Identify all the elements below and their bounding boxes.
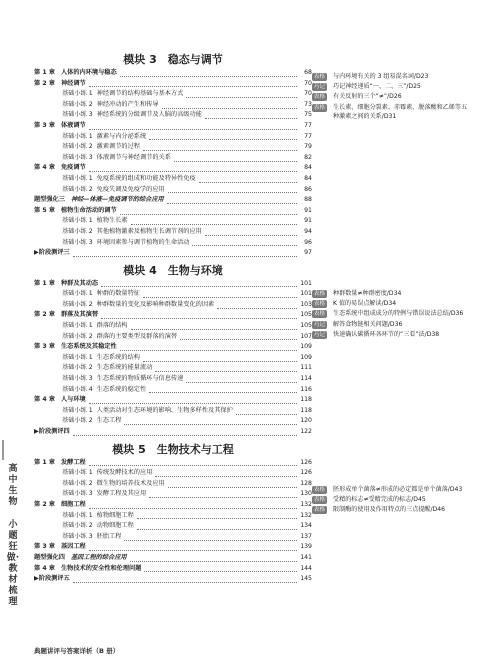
page-number: 111 <box>300 364 312 372</box>
toc-chapter-entry <box>34 427 312 438</box>
entry-title: 种群的数量特征 <box>96 290 140 298</box>
entry-title: 种群及其动态 <box>61 279 99 287</box>
dot-leader <box>73 576 297 583</box>
dot-leader <box>120 344 297 351</box>
toc-sub-entry <box>34 289 312 300</box>
entry-title: 发酵工程及其应用 <box>96 490 147 498</box>
dot-leader <box>124 418 297 425</box>
page-number: 68 <box>304 69 312 76</box>
entry-number: 第 5 章 <box>34 206 55 214</box>
dot-leader <box>101 312 297 319</box>
page-number: 103 <box>300 300 312 308</box>
entry-number: 基础小练 2 <box>62 417 93 425</box>
toc-sub-entry <box>34 300 312 311</box>
toc-sub-entry <box>34 132 312 143</box>
toc-chapter-entry <box>34 279 312 290</box>
entry-number: 第 4 章 <box>34 396 55 404</box>
page-number: 97 <box>304 249 312 257</box>
page-number: 130 <box>300 490 312 498</box>
toc-sub-entry <box>34 532 312 543</box>
tip-item <box>312 330 472 339</box>
toc-chapter-entry <box>34 248 312 259</box>
toc-chapter-entry <box>34 458 312 469</box>
entry-number: 基础小练 1 <box>62 469 93 477</box>
dot-leader <box>149 386 297 393</box>
toc-sub-entry <box>34 185 312 196</box>
tip-item <box>312 92 472 101</box>
tip-item <box>312 505 472 514</box>
entry-title: 人与环境 <box>61 396 86 404</box>
tip-text: K 值的易误点解读/D34 <box>333 300 397 308</box>
tip-badge: 巧记 <box>314 321 326 328</box>
dot-leader <box>89 544 297 551</box>
entry-title: 种群数量的变化及影响种群数量变化的因素 <box>96 300 215 308</box>
toc-sub-entry <box>34 153 312 164</box>
dot-leader <box>131 323 297 330</box>
dot-leader <box>137 512 297 519</box>
side-divider <box>2 440 4 460</box>
toc-chapter-entry <box>34 163 312 174</box>
entry-number: 基础小练 1 <box>62 174 93 182</box>
dot-leader <box>89 165 297 172</box>
page-number: 91 <box>304 217 312 225</box>
entry-number: 基础小练 2 <box>62 479 93 487</box>
tip-text: 解答食物链相关问题/D36 <box>333 320 403 328</box>
toc-sub-entry <box>34 511 312 522</box>
page-number: 118 <box>300 396 312 404</box>
module-section <box>34 263 312 438</box>
entry-title: 植物生长素 <box>96 217 128 225</box>
entry-title: 基因工程 <box>61 543 86 551</box>
page-number: 101 <box>300 290 312 298</box>
toc-chapter-entry <box>34 395 312 406</box>
toc-chapter-entry <box>34 500 312 511</box>
page-number: 116 <box>300 385 312 393</box>
page-number: 144 <box>300 564 312 572</box>
dot-leader <box>186 91 297 98</box>
entry-number: 第 2 章 <box>34 500 55 508</box>
toc-sub-entry <box>34 332 312 343</box>
page-number: 107 <box>300 332 312 340</box>
dot-leader <box>143 144 297 151</box>
toc-chapter-entry <box>34 206 312 217</box>
page-number: 75 <box>304 111 312 119</box>
toc-sub-entry <box>34 489 312 500</box>
dot-leader <box>89 502 297 509</box>
tip-text: 胚形成单个菌落≠形成的必定都是单个菌落/D43 <box>333 486 463 493</box>
entry-title: 生态系统的能量流动 <box>96 364 153 372</box>
module-title: 模块 4 生物与环境 <box>123 263 223 277</box>
dot-leader <box>149 133 297 140</box>
tip-badge: 巧记 <box>314 84 326 91</box>
entry-number: 第 2 章 <box>34 79 55 87</box>
entry-title: 生态系统的物质循环与信息传递 <box>96 375 184 383</box>
dot-leader <box>205 229 297 236</box>
entry-title: 发酵工程 <box>61 458 86 466</box>
page-number: 109 <box>300 343 312 351</box>
toc-chapter-entry <box>34 121 312 132</box>
entry-title: 神经冲动的产生和传导 <box>96 100 159 108</box>
entry-number: 基础小练 3 <box>62 490 93 498</box>
module-title: 模块 5 生物技术与工程 <box>112 442 234 456</box>
tip-item <box>312 320 472 329</box>
module-title: 模块 3 稳态与调节 <box>123 53 223 66</box>
entry-number: 基础小练 1 <box>62 90 93 98</box>
toc-sub-entry <box>34 363 312 374</box>
tips-group <box>312 485 472 516</box>
dot-leader <box>89 397 297 404</box>
entry-number: 基础小练 1 <box>62 132 93 140</box>
tip-text: 受精的标志≠受精完成的标志/D45 <box>333 496 426 504</box>
dot-leader <box>101 280 297 287</box>
dot-leader <box>73 429 297 436</box>
dot-leader <box>137 523 297 530</box>
dot-leader <box>192 239 297 246</box>
page-number: 73 <box>304 100 312 108</box>
entry-title: 生物技术的安全性和伦理问题 <box>61 564 142 572</box>
tip-item <box>312 485 472 494</box>
tip-item <box>312 72 472 81</box>
entry-number: 第 3 章 <box>34 543 55 551</box>
tip-text: 生长素、细胞分裂素、赤霉素、脱落酸和乙烯等五种激素之间的关系/D31 <box>333 103 468 120</box>
entry-number: 基础小练 3 <box>62 111 93 119</box>
tip-item <box>312 309 472 318</box>
entry-number: 基础小练 2 <box>62 185 93 193</box>
toc-sub-entry <box>34 100 312 111</box>
page-number: 82 <box>304 153 312 161</box>
dot-leader <box>236 408 297 415</box>
tip-item <box>312 289 472 298</box>
entry-number: 基础小练 2 <box>62 364 93 372</box>
toc-sub-entry <box>34 321 312 332</box>
entry-number: 基础小练 4 <box>62 385 93 393</box>
toc-sub-entry <box>34 406 312 417</box>
dot-leader <box>168 481 297 488</box>
page-number: 139 <box>300 543 312 551</box>
page-number: 77 <box>304 132 312 140</box>
entry-number: 基础小练 3 <box>62 532 93 540</box>
toc-chapter-entry <box>34 564 312 575</box>
dot-leader <box>143 291 297 298</box>
page-number: 145 <box>300 575 312 583</box>
entry-title: 其他植物激素及植物生长调节剂的应用 <box>96 227 202 235</box>
entry-title: 神经调节的结构基础与基本方式 <box>96 90 184 98</box>
toc-sub-entry <box>34 227 312 238</box>
side-series-label: 高中生物 <box>8 464 18 507</box>
dot-leader <box>130 555 297 562</box>
page-number: 118 <box>300 406 312 414</box>
tip-text: 种群数量≠种群密度/D34 <box>333 290 402 297</box>
dot-leader <box>144 565 297 572</box>
dot-leader <box>149 491 297 498</box>
page-number: 122 <box>300 428 312 435</box>
toc-chapter-entry <box>34 342 312 353</box>
entry-number: 基础小练 3 <box>62 153 93 161</box>
entry-title: ▶阶段测评三 <box>34 249 70 257</box>
entry-title: 生态系统及其稳定性 <box>61 343 117 351</box>
dot-leader <box>186 376 297 383</box>
page-number: 79 <box>304 143 312 151</box>
entry-title: ▶阶段测评五 <box>34 575 70 583</box>
tips-group <box>312 289 472 340</box>
dot-leader <box>120 208 297 215</box>
entry-title: 神经系统的分级调节及人脑的高级功能 <box>96 111 202 119</box>
tip-badge: 表格 <box>314 497 326 504</box>
entry-number: 第 1 章 <box>34 458 55 466</box>
entry-number: 第 1 章 <box>34 69 55 76</box>
tip-badge: 表格 <box>314 487 326 493</box>
tip-text: 巧记神经递质“一、二、三”/D25 <box>333 83 421 91</box>
dot-leader <box>199 176 297 183</box>
dot-leader <box>89 80 297 87</box>
page-number: 132 <box>300 500 312 508</box>
dot-leader <box>89 123 297 130</box>
entry-title: 生态工程 <box>96 417 122 425</box>
entry-title: 植物细胞工程 <box>96 511 134 519</box>
side-brand-label: 小题狂做·教材梳理 <box>6 520 20 607</box>
page-number: 105 <box>300 311 312 319</box>
toc-sub-entry <box>34 468 312 479</box>
entry-title: 传统发酵技术的应用 <box>96 469 153 477</box>
page-number: 126 <box>300 469 312 477</box>
toc-sub-entry <box>34 385 312 396</box>
entry-number: 第 2 章 <box>34 311 55 319</box>
page-number: 137 <box>300 532 312 540</box>
page-number: 77 <box>304 121 312 129</box>
entry-number: 基础小练 2 <box>62 100 93 108</box>
toc-sub-entry <box>34 374 312 385</box>
entry-number: 基础小练 2 <box>62 332 93 340</box>
entry-number: 第 4 章 <box>34 564 55 572</box>
page-number: 126 <box>300 458 312 466</box>
side-tab <box>0 440 24 607</box>
page-number: 94 <box>304 227 312 235</box>
tip-badge: 表格 <box>314 94 326 101</box>
page-number: 84 <box>304 164 312 172</box>
dot-leader <box>168 186 297 193</box>
page-number: 120 <box>300 417 312 425</box>
entry-title: 胚胎工程 <box>96 532 122 540</box>
entry-title: 免疫系统的组成和功能及特异性免疫 <box>96 174 196 182</box>
tip-text: 限制酶的使用及作用特点的三点提醒/D46 <box>333 506 446 514</box>
page-number: 96 <box>304 238 312 246</box>
toc-sub-entry <box>34 142 312 153</box>
dot-leader <box>131 218 297 225</box>
module-section <box>34 442 312 585</box>
entry-number: 基础小练 2 <box>62 227 93 235</box>
tip-badge: 表格 <box>314 311 326 318</box>
page-number: 128 <box>300 479 312 487</box>
entry-title: 细胞工程 <box>61 500 86 508</box>
toc-chapter-entry <box>34 195 312 206</box>
dot-leader <box>120 70 297 77</box>
entry-title: 激素与内分泌系统 <box>96 132 147 140</box>
tip-badge: 表格 <box>314 507 326 514</box>
entry-number: 基础小练 2 <box>62 143 93 151</box>
toc-sub-entry <box>34 416 312 427</box>
entry-title: 人类活动对生态环境的影响、生物多样性及其保护 <box>96 406 233 414</box>
entry-number: 基础小练 1 <box>62 322 93 330</box>
dot-leader <box>205 112 297 119</box>
entry-number: 基础小练 3 <box>62 238 93 246</box>
entry-title: 群落的结构 <box>96 322 128 330</box>
tip-badge: 表格 <box>314 291 326 297</box>
entry-title: 免疫调节 <box>61 164 86 172</box>
dot-leader <box>143 355 297 362</box>
entry-number: 基础小练 3 <box>62 375 93 383</box>
entry-number: 题型强化四 <box>34 553 65 561</box>
entry-title: 群落的主要类型及群落的演替 <box>96 332 178 340</box>
page-number: 84 <box>304 174 312 182</box>
entry-number: 第 3 章 <box>34 121 55 129</box>
entry-title: 动物细胞工程 <box>96 522 134 530</box>
toc-chapter-entry <box>34 79 312 90</box>
toc-sub-entry <box>34 174 312 185</box>
entry-title: 体液调节 <box>61 121 86 129</box>
entry-number: 题型强化三 <box>34 196 65 204</box>
toc-sub-entry <box>34 238 312 249</box>
page-number: 109 <box>300 353 312 361</box>
entry-number: 基础小练 2 <box>62 522 93 530</box>
dot-leader <box>162 102 297 109</box>
toc-sub-entry <box>34 353 312 364</box>
page-number: 105 <box>300 322 312 330</box>
entry-title: 植物生命活动的调节 <box>61 206 117 214</box>
toc-sub-entry <box>34 216 312 227</box>
tip-text: 生态系统中组成成分的特例与错误说法总结/D36 <box>333 310 464 318</box>
entry-number: 基础小练 1 <box>62 353 93 361</box>
tip-badge: 表格 <box>314 301 326 308</box>
entry-number: 第 3 章 <box>34 343 55 351</box>
dot-leader <box>124 534 297 541</box>
table-of-contents <box>34 52 312 585</box>
toc-sub-entry <box>34 110 312 121</box>
entry-title: 神经—体液—免疫调节的综合应用 <box>70 196 164 204</box>
dot-leader <box>174 155 297 162</box>
entry-title: 体液调节与神经调节的关系 <box>96 153 171 161</box>
page-number: 134 <box>300 522 312 530</box>
entry-number: 第 4 章 <box>34 164 55 172</box>
page-number: 132 <box>300 511 312 519</box>
page-number: 88 <box>304 196 312 204</box>
toc-chapter-entry <box>34 310 312 321</box>
toc-chapter-entry <box>34 542 312 553</box>
page-number: 86 <box>304 185 312 193</box>
dot-leader <box>155 470 297 477</box>
toc-sub-entry <box>34 521 312 532</box>
dot-leader <box>89 459 297 466</box>
entry-number: 基础小练 1 <box>62 217 93 225</box>
dot-leader <box>73 250 297 257</box>
dot-leader <box>180 333 297 340</box>
entry-title: 群落及其演替 <box>61 311 99 319</box>
tip-item <box>312 495 472 504</box>
module-section <box>34 52 312 259</box>
tip-item <box>312 82 472 91</box>
toc-chapter-entry <box>34 68 312 79</box>
dot-leader <box>167 197 297 204</box>
entry-title: ▶阶段测评四 <box>34 428 70 435</box>
entry-title: 激素调节的过程 <box>96 143 140 151</box>
toc-sub-entry <box>34 89 312 100</box>
tips-group <box>312 72 472 122</box>
entry-number: 基础小练 2 <box>62 300 93 308</box>
page-number: 70 <box>304 90 312 98</box>
page-number: 101 <box>300 279 312 287</box>
tip-badge: 巧记 <box>314 331 326 338</box>
entry-title: 人体的内环境与稳态 <box>61 69 117 76</box>
page-number: 70 <box>304 79 312 87</box>
page-footer: 典题讲评与答案详析（B 册） <box>34 647 120 655</box>
entry-title: 免疫失调及免疫学的应用 <box>96 185 165 193</box>
toc-chapter-entry <box>34 553 312 564</box>
entry-title: 生态系统的结构 <box>96 353 140 361</box>
entry-number: 基础小练 1 <box>62 511 93 519</box>
entry-number: 基础小练 1 <box>62 406 93 414</box>
entry-number: 基础小练 1 <box>62 290 93 298</box>
toc-sub-entry <box>34 479 312 490</box>
entry-title: 环境因素参与调节植物的生命活动 <box>96 238 190 246</box>
entry-title: 生态系统的稳定性 <box>96 385 147 393</box>
tip-text: 快速确认碳循环各环节的“三看”法/D38 <box>333 330 440 338</box>
tip-item <box>312 299 472 308</box>
entry-title: 神经调节 <box>61 79 86 87</box>
toc-chapter-entry <box>34 574 312 585</box>
tip-text: 与内环境有关的 3 组易混名词/D23 <box>333 73 429 80</box>
tip-badge: 表格 <box>314 104 326 111</box>
tip-item <box>312 103 472 121</box>
page-number: 141 <box>300 553 312 561</box>
entry-title: 基因工程的综合应用 <box>70 553 127 561</box>
tip-text: 有关反射的三个“≠”/D26 <box>333 93 402 101</box>
entry-title: 微生物的培养技术及应用 <box>96 479 165 487</box>
entry-number: 第 1 章 <box>34 279 55 287</box>
tip-badge: 表格 <box>314 74 326 80</box>
page-number: 114 <box>300 375 312 383</box>
dot-leader <box>155 365 297 372</box>
page-number: 91 <box>304 206 312 214</box>
dot-leader <box>217 302 297 309</box>
